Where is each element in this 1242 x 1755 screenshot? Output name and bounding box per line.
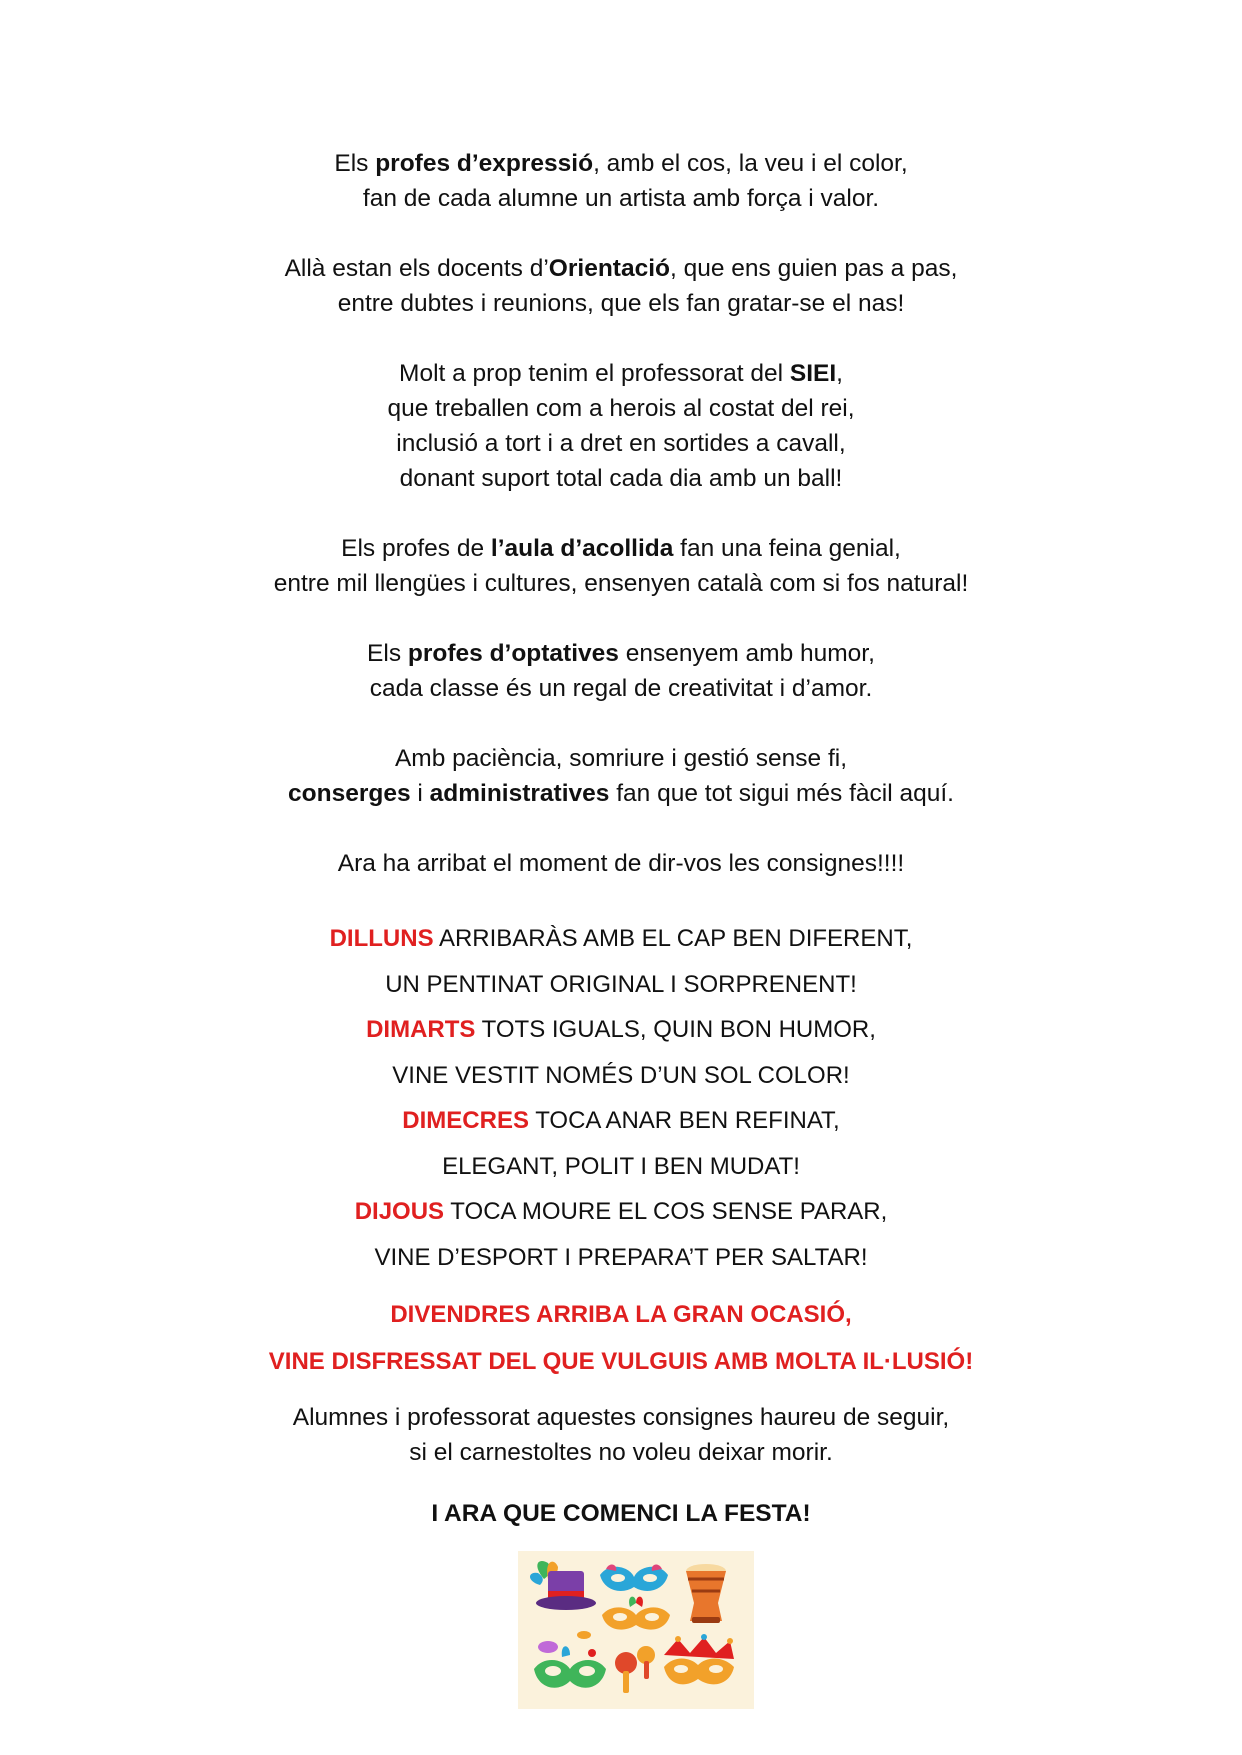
text-run: Ara ha arribat el moment de dir-vos les consignes!!!!: [337, 850, 905, 877]
emphasis-text: DIMECRES: [402, 1107, 529, 1134]
emphasis-text: administratives: [429, 780, 610, 807]
text-run: Molt a prop tenim el professorat del: [399, 360, 790, 387]
poem-line: [0, 146, 1242, 181]
emphasis-text: conserges: [288, 780, 411, 807]
friday-line-1: DIVENDRES ARRIBA LA GRAN OCASIÓ,: [390, 1301, 852, 1328]
poem-line: [0, 531, 1242, 566]
jester-mask-icon: [664, 1634, 734, 1684]
closing-stanza: [0, 1400, 1242, 1470]
stanza: [0, 846, 1242, 881]
emphasis-text: DIMARTS: [366, 1016, 476, 1043]
friday-line-2: VINE DISFRESSAT DEL QUE VULGUIS AMB MOLTA IL·LUSIÓ!: [268, 1348, 974, 1375]
emphasis-text: DILLUNS: [329, 925, 434, 952]
instruction-line: [0, 962, 1242, 1008]
friday-instruction: [0, 1291, 1242, 1385]
instruction-line: [0, 1053, 1242, 1099]
poem-line: [0, 251, 1242, 286]
poem-stanzas: [0, 146, 1242, 881]
text-run: Els profes de: [341, 535, 491, 562]
poem-text: [0, 146, 1242, 1531]
stanza: [0, 531, 1242, 601]
text-run: ARRIBARÀS AMB EL CAP BEN DIFERENT,: [433, 925, 913, 952]
blue-mask-icon: [600, 1565, 668, 1591]
poem-line: [0, 671, 1242, 706]
stanza: [0, 251, 1242, 321]
poem-line: [0, 461, 1242, 496]
text-run: TOCA ANAR BEN REFINAT,: [528, 1107, 840, 1134]
text-run: , amb el cos, la veu i el color,: [593, 150, 908, 177]
instruction-line: [0, 1007, 1242, 1053]
text-run: TOTS IGUALS, QUIN BON HUMOR,: [475, 1016, 876, 1043]
text-run: fan que tot sigui més fàcil aquí.: [609, 780, 954, 807]
text-run: , que ens guien pas a pas,: [669, 255, 958, 282]
weekly-instructions: [0, 916, 1242, 1280]
text-run: VINE VESTIT NOMÉS D’UN SOL COLOR!: [392, 1061, 850, 1089]
text-run: Allà estan els docents d’: [284, 255, 549, 282]
closing-title: I ARA QUE COMENCI LA FESTA!: [431, 1500, 811, 1527]
emphasis-text: Orientació: [548, 255, 670, 282]
poem-line: [0, 286, 1242, 321]
text-run: inclusió a tort i a dret en sortides a cavall,: [396, 430, 846, 457]
maracas-icon: [615, 1646, 655, 1693]
poem-line: [0, 776, 1242, 811]
orange-mask-icon: [602, 1597, 670, 1630]
carnival-illustration: [518, 1551, 754, 1709]
text-run: ensenyem amb humor,: [618, 640, 875, 667]
instruction-line: [0, 1144, 1242, 1190]
instruction-line: [0, 1189, 1242, 1235]
emphasis-text: DIJOUS: [354, 1198, 445, 1225]
text-run: donant suport total cada dia amb un ball!: [399, 465, 843, 492]
instruction-line: [0, 1235, 1242, 1281]
poem-line: [0, 741, 1242, 776]
stanza: [0, 356, 1242, 496]
poem-line: [0, 426, 1242, 461]
closing-line-2: si el carnestoltes no voleu deixar morir.: [409, 1439, 833, 1466]
text-run: entre mil llengües i cultures, ensenyen català com si fos natural!: [273, 570, 969, 597]
emphasis-text: profes d’optatives: [407, 640, 619, 667]
stanza: [0, 636, 1242, 706]
text-run: VINE D’ESPORT I PREPARA’T PER SALTAR!: [374, 1243, 868, 1271]
instruction-line: [0, 1098, 1242, 1144]
emphasis-text: l’aula d’acollida: [490, 535, 674, 562]
poem-line: [0, 846, 1242, 881]
stanza: [0, 741, 1242, 811]
poem-line: [0, 391, 1242, 426]
text-run: que treballen com a herois al costat del rei,: [387, 395, 855, 422]
text-run: UN PENTINAT ORIGINAL I SORPRENENT!: [385, 970, 857, 998]
poem-line: [0, 566, 1242, 601]
poem-line: [0, 356, 1242, 391]
text-run: i: [410, 780, 430, 807]
text-run: Els: [367, 640, 408, 667]
text-run: Els: [334, 150, 376, 177]
text-run: entre dubtes i reunions, que els fan gratar-se el nas!: [337, 290, 905, 317]
text-run: ,: [836, 360, 843, 387]
closing-line-1: Alumnes i professorat aquestes consignes haureu de seguir,: [292, 1404, 950, 1431]
text-run: ELEGANT, POLIT I BEN MUDAT!: [442, 1152, 800, 1180]
text-run: fan de cada alumne un artista amb força i valor.: [362, 185, 880, 212]
text-run: TOCA MOURE EL COS SENSE PARAR,: [444, 1198, 888, 1225]
text-run: Amb paciència, somriure i gestió sense fi,: [394, 745, 848, 772]
text-run: fan una feina genial,: [673, 535, 901, 562]
text-run: cada classe és un regal de creativitat i d’amor.: [369, 675, 873, 702]
drum-icon: [686, 1564, 726, 1623]
poem-line: [0, 181, 1242, 216]
instruction-line: [0, 916, 1242, 962]
emphasis-text: SIEI: [789, 360, 837, 387]
stanza: [0, 146, 1242, 216]
emphasis-text: profes d’expressió: [375, 150, 594, 177]
poem-line: [0, 636, 1242, 671]
